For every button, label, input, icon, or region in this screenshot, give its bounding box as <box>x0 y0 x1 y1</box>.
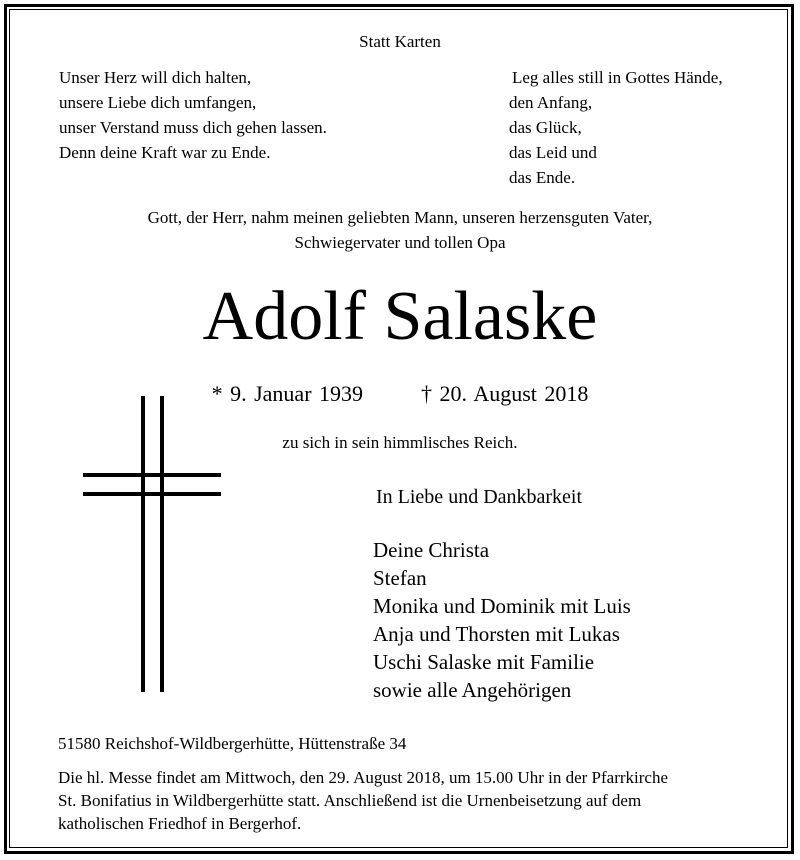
intro-text <box>0 205 800 255</box>
birth-date: * 9. Januar 1939 <box>211 381 364 406</box>
family-member: Stefan <box>373 566 427 590</box>
service-info-line: St. Bonifatius in Wildbergerhütte statt. Anschließend ist die Urnenbeisetzung auf dem <box>58 791 642 810</box>
poem-right-line: Leg alles still in Gottes Hände, <box>512 68 723 87</box>
poem-left <box>59 65 327 165</box>
family-list <box>373 536 631 704</box>
dedication: In Liebe und Dankbarkeit <box>376 486 583 508</box>
poem-right <box>509 65 723 190</box>
intro-line-1: Gott, der Herr, nahm meinen geliebten Mann, unseren herzensguten Vater, <box>147 208 653 227</box>
reich-line: zu sich in sein himmlisches Reich. <box>282 433 518 452</box>
family-member: Anja und Thorsten mit Lukas <box>373 622 620 646</box>
death-date: † 20. August 2018 <box>421 381 589 406</box>
deceased-name: Adolf Salaske <box>202 278 598 355</box>
poem-left-line: unser Verstand muss dich gehen lassen. <box>59 118 327 137</box>
poem-right-line: den Anfang, <box>509 93 593 112</box>
family-member: Monika und Dominik mit Luis <box>373 594 631 618</box>
poem-left-line: unsere Liebe dich umfangen, <box>59 93 257 112</box>
service-info-line: katholischen Friedhof in Bergerhof. <box>58 814 302 833</box>
poem-right-line: das Leid und <box>509 143 597 162</box>
cross-icon <box>83 396 223 696</box>
address: 51580 Reichshof-Wildbergerhütte, Hüttenstraße 34 <box>58 734 407 753</box>
poem-right-line: das Ende. <box>509 168 576 187</box>
poem-left-line: Unser Herz will dich halten, <box>59 68 252 87</box>
family-member: Uschi Salaske mit Familie <box>373 650 595 674</box>
intro-line-2: Schwiegervater und tollen Opa <box>294 233 506 252</box>
poem-left-line: Denn deine Kraft war zu Ende. <box>59 143 271 162</box>
poem-right-line: das Glück, <box>509 118 582 137</box>
family-member: Deine Christa <box>373 538 490 562</box>
heading-statt-karten: Statt Karten <box>359 32 441 51</box>
service-info <box>58 766 668 835</box>
family-member: sowie alle Angehörigen <box>373 678 572 702</box>
service-info-line: Die hl. Messe findet am Mittwoch, den 29. August 2018, um 15.00 Uhr in der Pfarrkirche <box>58 768 669 787</box>
